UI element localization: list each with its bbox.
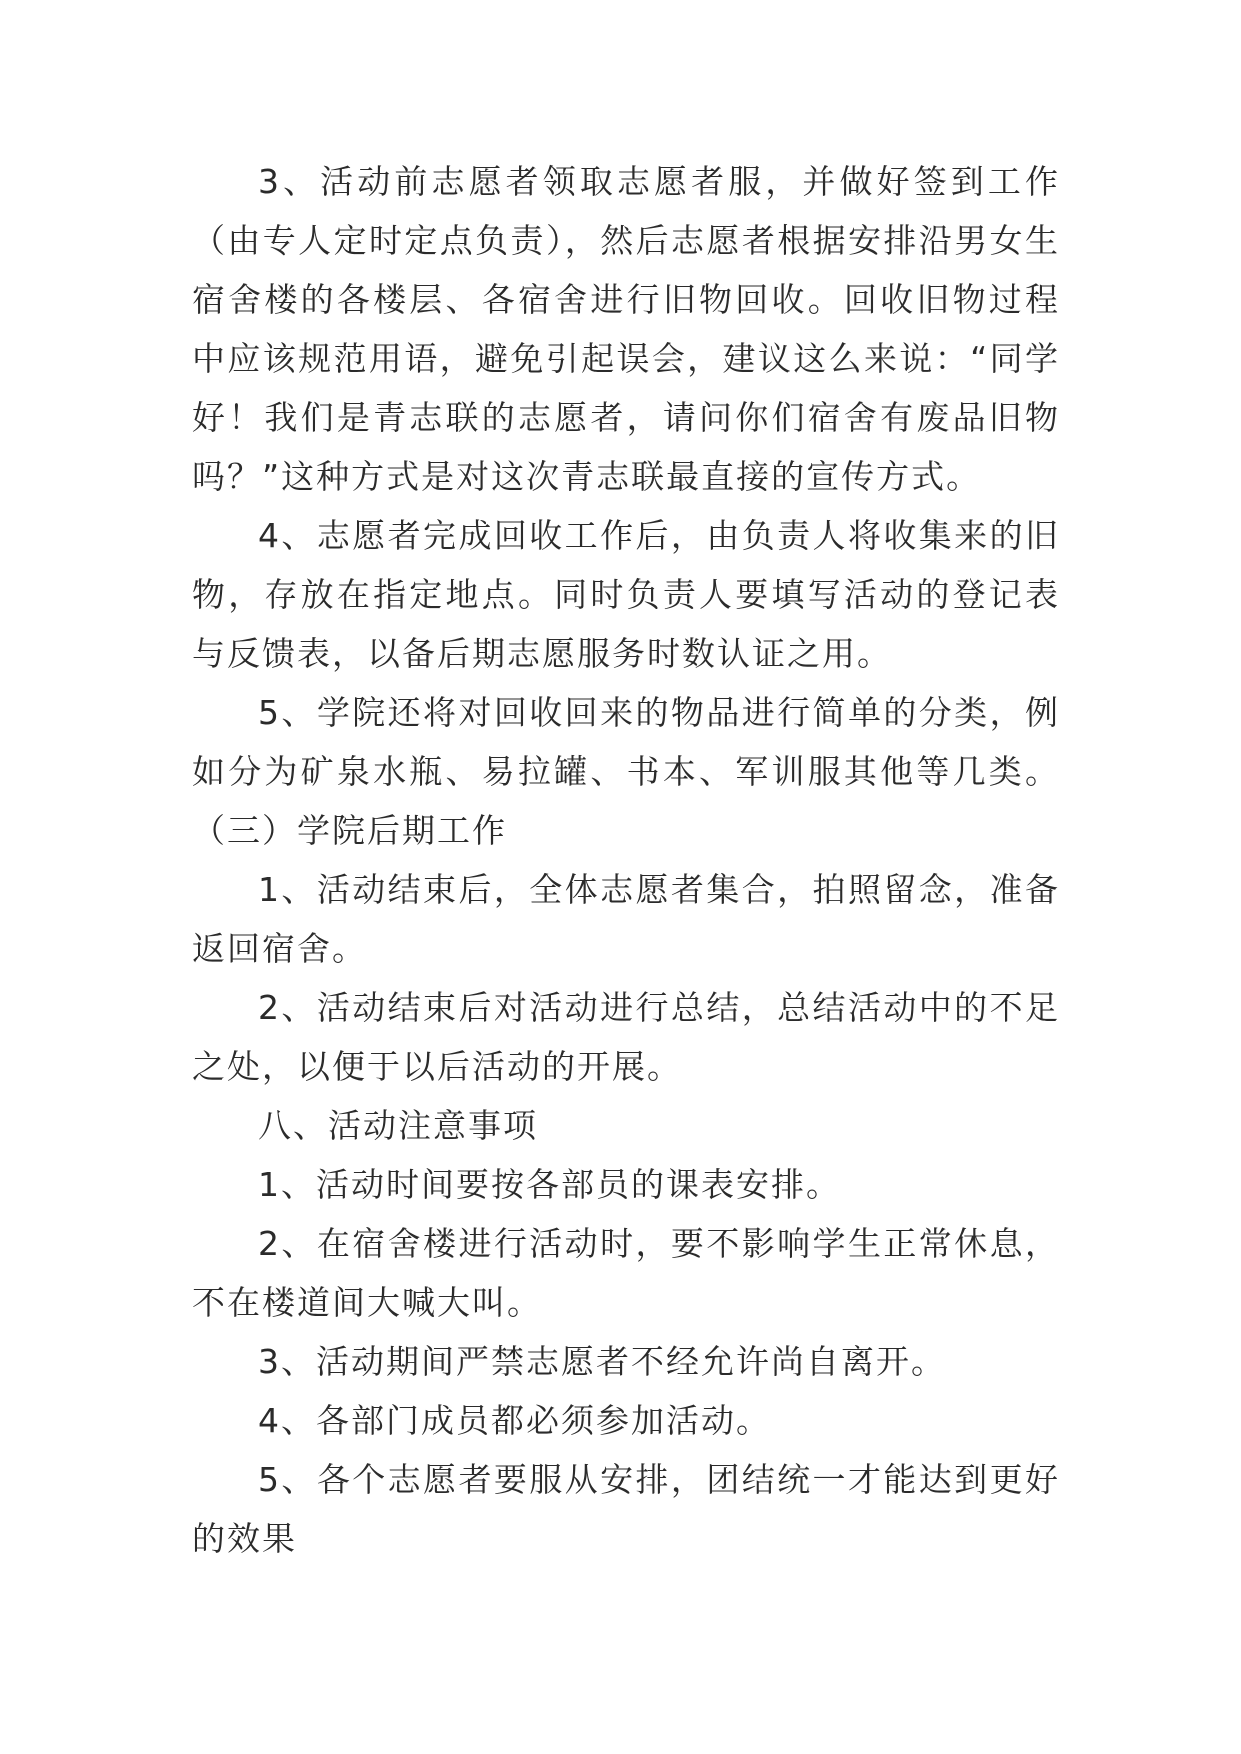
paragraph-note-participation: 4、各部门成员都必须参加活动。 (258, 1401, 771, 1440)
section-heading-notes: 八、活动注意事项 (258, 1106, 538, 1145)
paragraph-note-unity: 5、各个志愿者要服从安排，团结统一才能达到更好的效果 (192, 1460, 1060, 1558)
paragraph-volunteer-collection: 3、活动前志愿者领取志愿者服，并做好签到工作（由专人定时定点负责），然后志愿者根据安排沿男女生宿舍楼的各楼层、各宿舍进行旧物回收。回收旧物过程中应该规范用语，避免引起误会，建议这么来说：“同学好！我们是青志联的志愿者，请问你们宿舍有废品旧物吗？”这种方式是对这次青志联最直接的宣传方式。 (192, 162, 1060, 496)
paragraph-storage-and-records: 4、志愿者完成回收工作后，由负责人将收集来的旧物，存放在指定地点。同时负责人要填写活动的登记表与反馈表，以备后期志愿服务时数认证之用。 (192, 516, 1060, 673)
paragraph-note-quiet: 2、在宿舍楼进行活动时，要不影响学生正常休息，不在楼道间大喊大叫。 (192, 1224, 1060, 1322)
paragraph-gathering-photo: 1、活动结束后，全体志愿者集合，拍照留念，准备返回宿舍。 (192, 870, 1060, 968)
paragraph-note-schedule: 1、活动时间要按各部员的课表安排。 (258, 1165, 841, 1204)
paragraph-note-no-leaving: 3、活动期间严禁志愿者不经允许尚自离开。 (258, 1342, 946, 1381)
paragraph-summary: 2、活动结束后对活动进行总结，总结活动中的不足之处，以便于以后活动的开展。 (192, 988, 1060, 1086)
paragraph-classification: 5、学院还将对回收回来的物品进行简单的分类，例如分为矿泉水瓶、易拉罐、书本、军训服其他等几类。 （三）学院后期工作 (192, 693, 1060, 850)
document-body (192, 152, 1060, 1568)
